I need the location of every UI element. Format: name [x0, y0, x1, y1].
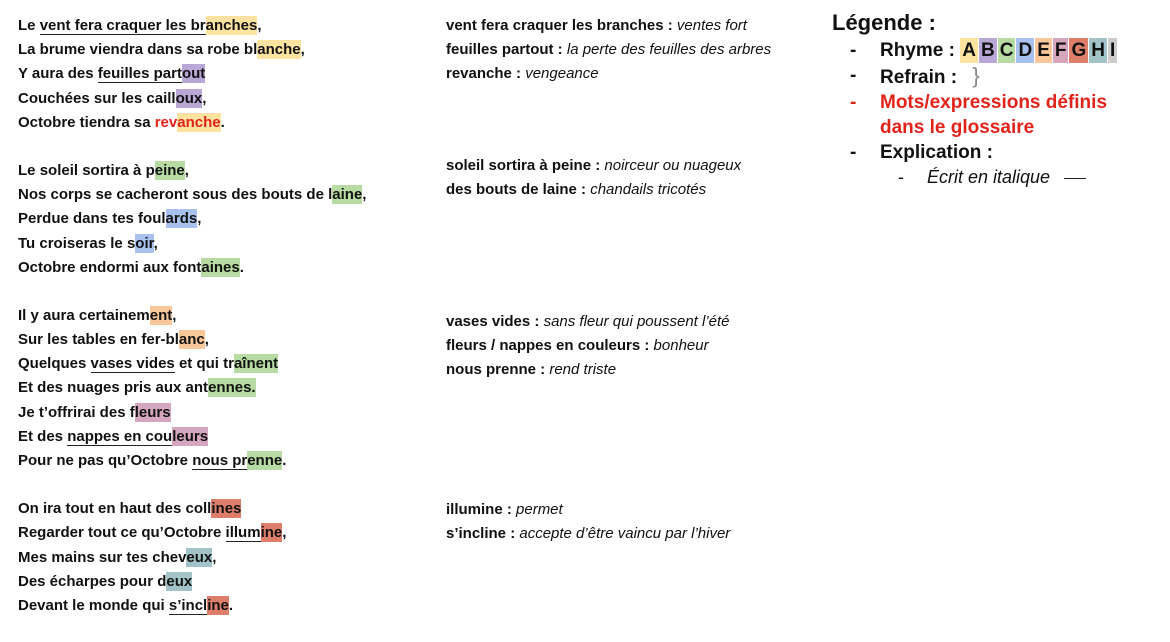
poem-line [18, 111, 438, 135]
glossary-definition: vengeance [521, 65, 599, 83]
text: Mes mains sur tes chev [18, 548, 187, 566]
rhyme-a-highlight: anches [205, 17, 258, 34]
glossary-entry [446, 358, 836, 382]
text: Il y aura certainem [18, 306, 150, 324]
text: Je t’offrirai des f [18, 403, 135, 421]
rhyme-chip-f: F [1054, 40, 1067, 61]
glossary-term: s’incline : [446, 525, 516, 543]
legend-explication [832, 140, 1162, 165]
poem-line [18, 449, 438, 473]
text: , [197, 210, 202, 228]
text: Le [18, 17, 40, 34]
underlined-expression [226, 524, 283, 542]
glossary-entry [446, 62, 836, 86]
rhyme-h-highlight: eux [186, 548, 213, 566]
rhyme-f-highlight: leurs [134, 403, 171, 421]
poem-line [18, 62, 438, 86]
text: , [300, 41, 305, 59]
text: . [282, 452, 287, 469]
text: Y aura des [18, 65, 98, 83]
text: nous pr [192, 452, 248, 469]
poem-line [18, 352, 438, 376]
rhyme-chip-i: I [1110, 40, 1116, 61]
text: Des écharpes pour d [18, 572, 167, 590]
text: Octobre endormi aux font [18, 258, 202, 276]
glossary-definition: bonheur [649, 337, 709, 355]
text: illum [225, 524, 261, 542]
glossary-definition: sans fleur qui poussent l’été [539, 313, 730, 330]
glossary-definition: chandails tricotés [586, 181, 707, 199]
text: , [204, 331, 209, 349]
rhyme-b-highlight: oux [175, 89, 203, 107]
rhyme-c-highlight: eine [154, 161, 185, 179]
text: . [220, 113, 225, 131]
poem-line [18, 232, 438, 256]
glossary-entry [446, 154, 836, 178]
glossary-block-4 [446, 498, 836, 546]
glossary-definition: la perte des feuilles des arbres [562, 41, 772, 59]
text: Octobre tiendra sa [18, 113, 155, 131]
rhyme-d-highlight: oir [135, 234, 154, 252]
underlined-expression [67, 428, 208, 446]
rhyme-c-highlight: aînent [233, 355, 279, 373]
text: , [184, 161, 189, 179]
rhyme-chip-g: G [1071, 40, 1087, 61]
poem-line [18, 594, 438, 618]
rhyme-g-highlight: ines [211, 500, 242, 518]
glossary-term: feuilles partout : [446, 41, 563, 59]
text: , [212, 548, 217, 566]
text: Devant le monde qui [18, 596, 169, 614]
glossary-term: soleil sortira à peine : [446, 157, 601, 174]
text: La brume viendra dans sa robe bl [18, 41, 258, 59]
legend-refrain [832, 63, 1162, 90]
legend-label: Rhyme : [880, 40, 961, 61]
legend-label: Écrit en italique [927, 167, 1051, 187]
rhyme-c-highlight: ennes. [208, 379, 256, 397]
glossary-block-3 [446, 310, 836, 383]
text: feuilles part [97, 65, 182, 83]
rhyme-c-highlight: aine [332, 186, 363, 204]
text: , [282, 524, 287, 542]
poem [18, 14, 438, 618]
poem-line [18, 521, 438, 545]
rhyme-b-highlight: out [181, 65, 206, 83]
bullet-dash: - [898, 167, 904, 187]
rhyme-a-highlight: anche [177, 113, 221, 131]
poem-line [18, 304, 438, 328]
underlined-expression [40, 17, 258, 35]
glossary-word: rev [154, 113, 178, 131]
text: et qui tr [174, 355, 234, 373]
glossary-entry [446, 310, 836, 334]
stanza-4 [18, 497, 438, 618]
stanza-2 [18, 159, 438, 280]
text: , [172, 306, 177, 324]
legend-italic-note [832, 165, 1162, 189]
rhyme-chip-e: E [1037, 40, 1050, 61]
text: des bouts de l [231, 186, 333, 204]
text: Perdue dans tes foul [18, 210, 166, 228]
text: . [228, 596, 234, 614]
rhyme-chip-c: C [999, 40, 1014, 61]
glossary-entry [446, 498, 836, 522]
legend-label: Mots/expressions définis [880, 92, 1108, 113]
rhyme-chip-b: B [980, 40, 995, 61]
glossary-term: revanche : [446, 65, 522, 83]
rhyme-chip-d: D [1018, 40, 1033, 61]
bullet-dash: - [850, 65, 857, 86]
text: , [257, 17, 262, 34]
underlined-expression [98, 65, 206, 83]
bullet-dash: - [850, 92, 857, 113]
glossary-definition: permet [511, 501, 563, 518]
rhyme-a-highlight: anche [257, 41, 301, 59]
glossary-entry [446, 14, 836, 38]
poem-line [18, 376, 438, 400]
text: Le [18, 161, 40, 179]
bullet-dash: - [850, 142, 857, 163]
poem-line [18, 87, 438, 111]
text: vent fera craquer les br [39, 17, 206, 34]
text: , [362, 186, 367, 204]
poem-line [18, 183, 438, 207]
glossary-term: illumine : [446, 501, 512, 518]
brace-icon: } [972, 63, 980, 88]
legend-glossary [832, 90, 1162, 140]
glossary-term: fleurs / nappes en couleurs : [446, 337, 650, 355]
glossary-definition: noirceur ou nuageux [600, 157, 742, 174]
stanza-3 [18, 304, 438, 473]
legend-rhyme [832, 38, 1162, 63]
legend [832, 8, 1162, 189]
text: Sur les tables en fer-bl [18, 331, 179, 349]
poem-line [18, 38, 438, 62]
legend-label: Explication : [880, 142, 993, 163]
glossary-term: des bouts de laine : [446, 181, 587, 199]
rhyme-d-highlight: ards [165, 210, 198, 228]
text: , [202, 89, 207, 107]
text: s’incl [168, 596, 208, 614]
poem-line [18, 546, 438, 570]
legend-title: Légende : [832, 10, 936, 35]
glossary-entry [446, 334, 836, 358]
legend-label: dans le glossaire [880, 117, 1035, 138]
poem-line [18, 328, 438, 352]
glossary-entry [446, 38, 836, 62]
text: , [153, 234, 158, 252]
poem-line [18, 14, 438, 38]
glossary-entry [446, 178, 836, 202]
poem-line [18, 207, 438, 231]
underlined-expression: vases vides [90, 355, 175, 373]
rhyme-c-highlight: enne [247, 452, 283, 469]
glossary-term: vent fera craquer les branches : [446, 17, 673, 34]
legend-label: Refrain : [880, 67, 963, 88]
text: . [239, 258, 244, 276]
rhyme-f-highlight: leurs [172, 427, 209, 445]
rhyme-h-highlight: eux [166, 572, 193, 590]
poem-line [18, 256, 438, 280]
text: Couchées sur les caill [18, 89, 176, 107]
text: Et des [18, 427, 68, 445]
rhyme-chip-a: A [962, 40, 976, 61]
text: Regarder tout ce qu’Octobre [18, 524, 226, 542]
text: soleil sortira à p [39, 161, 155, 179]
glossary-definition: accepte d’être vaincu par l’hiver [515, 525, 731, 543]
rhyme-g-highlight: ine [207, 596, 229, 614]
text: Tu croiseras le s [18, 234, 136, 252]
poem-line [18, 159, 438, 183]
poem-line [18, 401, 438, 425]
text: Quelques [18, 355, 91, 373]
rhyme-c-highlight: aines [201, 258, 240, 276]
rhyme-chip-h: H [1091, 40, 1105, 61]
stanza-1 [18, 14, 438, 135]
poem-line [18, 570, 438, 594]
rhyme-e-highlight: anc [178, 331, 205, 349]
bullet-dash: - [850, 40, 857, 61]
glossary-block-1 [446, 14, 836, 87]
text: Pour ne pas qu’Octobre [18, 452, 193, 469]
underlined-expression [192, 452, 282, 470]
glossary-term: vases vides : [446, 313, 540, 330]
glossary-block-2 [446, 154, 836, 202]
glossary-definition: ventes fort [672, 17, 747, 34]
text: Nos corps se cacheront sous [18, 186, 232, 204]
poem-line [18, 497, 438, 521]
underline-sample-icon [1064, 178, 1086, 179]
rhyme-g-highlight: ine [260, 524, 283, 542]
glossary-definition: rend triste [545, 361, 617, 379]
glossary-term: nous prenne : [446, 361, 546, 379]
rhyme-e-highlight: ent [149, 306, 173, 324]
text: On ira tout en haut des coll [18, 500, 212, 518]
underlined-expression [169, 597, 229, 615]
glossary-entry [446, 522, 836, 546]
text: nappes en cou [67, 427, 173, 445]
poem-line [18, 425, 438, 449]
text: Et des nuages pris aux ant [18, 379, 209, 397]
